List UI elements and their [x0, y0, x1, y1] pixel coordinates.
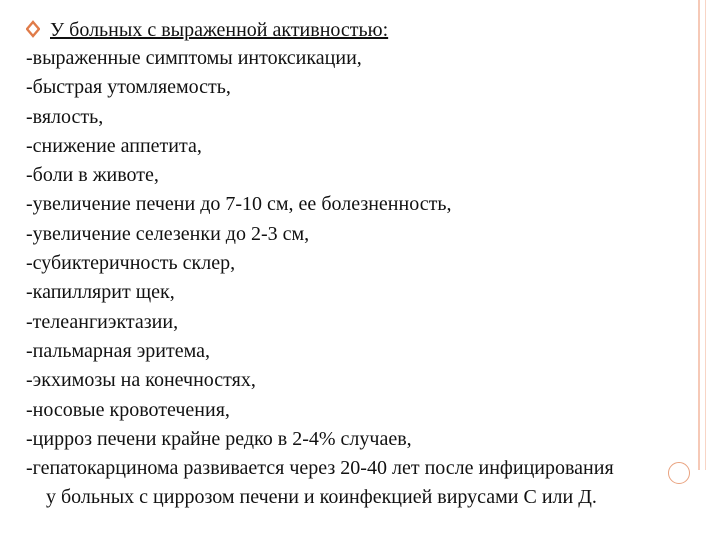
list-item: -телеангиэктазии,	[26, 310, 179, 333]
list-item: -быстрая утомляемость,	[26, 76, 231, 99]
heading-text: У больных с выраженной активностью:	[50, 19, 389, 41]
list-item: -боли в животе,	[26, 164, 159, 187]
list-item: -пальмарная эритема,	[26, 339, 210, 362]
list-item: -выраженные симптомы интоксикации,	[26, 47, 362, 69]
list-item-continuation: у больных с циррозом печени и коинфекцией вирусами С или Д.	[46, 486, 597, 509]
list-item: -гепатокарцинома развивается через 20-40 лет после инфицирования	[26, 457, 614, 480]
list-item: -субиктеричность склер,	[26, 252, 236, 275]
list-item: -снижение аппетита,	[26, 134, 202, 157]
list-item: -экхимозы на конечностях,	[26, 369, 256, 392]
list-item: -увеличение печени до 7-10 см, ее болезненность,	[26, 193, 452, 216]
list-item: -цирроз печени крайне редко в 2-4% случаев,	[26, 427, 412, 450]
symptom-list	[26, 44, 706, 513]
slide-heading	[26, 16, 706, 44]
diamond-bullet-icon	[26, 19, 40, 39]
list-item: -увеличение селезенки до 2-3 см,	[26, 222, 310, 245]
slide-content	[26, 16, 706, 513]
list-item: -носовые кровотечения,	[26, 398, 230, 421]
list-item: -капиллярит щек,	[26, 281, 175, 304]
list-item: -вялость,	[26, 105, 104, 128]
